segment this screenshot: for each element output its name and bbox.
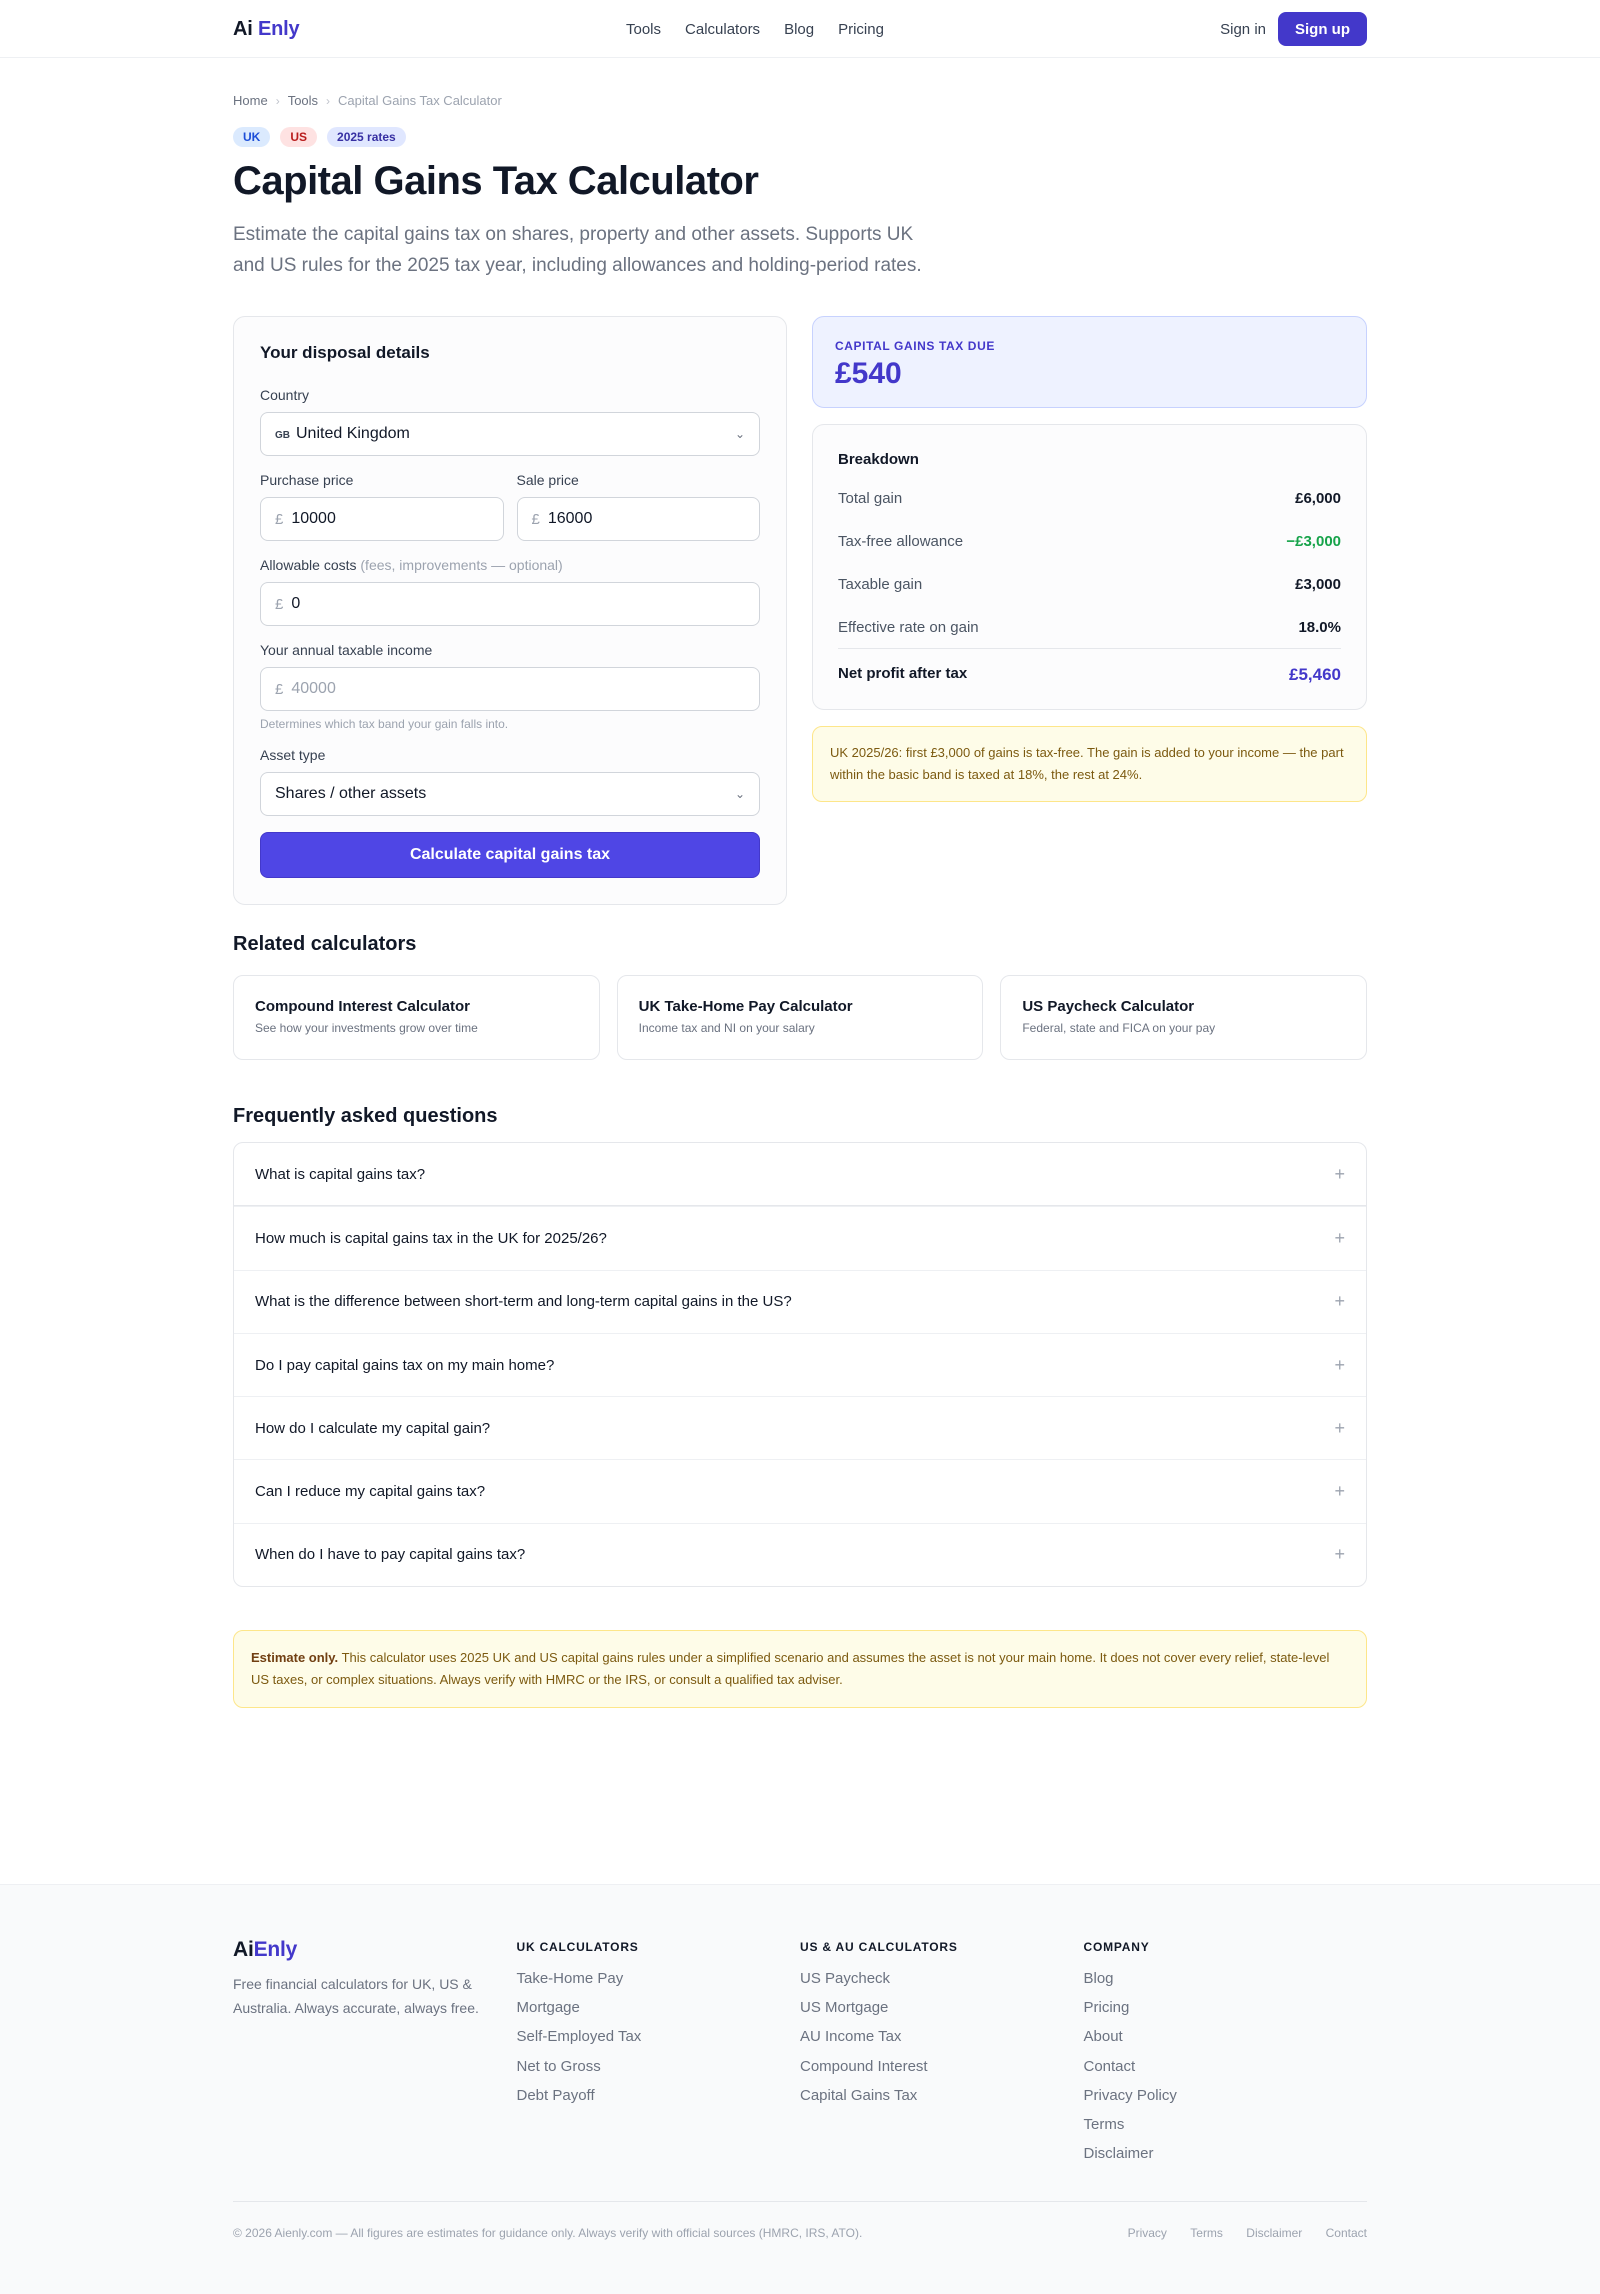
pound-icon: £ bbox=[275, 510, 284, 528]
faq-question: How do I calculate my capital gain? bbox=[255, 1419, 491, 1437]
calculate-button[interactable]: Calculate capital gains tax bbox=[260, 832, 760, 878]
related-card-title: US Paycheck Calculator bbox=[1022, 998, 1195, 1015]
breakdown-value: −£3,000 bbox=[1286, 533, 1341, 550]
faq-question: Do I pay capital gains tax on my main home? bbox=[255, 1356, 555, 1374]
footer-bottom-link[interactable]: Contact bbox=[1325, 2226, 1367, 2241]
related-card-us-paycheck[interactable] bbox=[1000, 975, 1367, 1060]
footer-bottom-link[interactable]: Disclaimer bbox=[1246, 2226, 1303, 2241]
faq-item[interactable] bbox=[234, 1396, 1366, 1459]
footer-col-us-au bbox=[800, 1938, 1084, 2168]
disclaimer-text: This calculator uses 2025 UK and US capital gains rules under a simplified scenario and assumes the asset is not your main home. It does not cover every relief, state-level US taxes, or complex situations. Always verify with HMRC or the IRS, or consult a qualified tax adviser. bbox=[251, 1650, 1330, 1688]
calculator-grid bbox=[233, 316, 1367, 905]
breakdown-key: Taxable gain bbox=[838, 576, 923, 593]
related-card-title: UK Take-Home Pay Calculator bbox=[638, 998, 853, 1015]
plus-icon: + bbox=[1334, 1291, 1345, 1312]
estimate-disclaimer bbox=[233, 1630, 1367, 1708]
annual-income-input[interactable] bbox=[260, 667, 760, 711]
tax-due-card bbox=[812, 316, 1367, 408]
purchase-group bbox=[260, 472, 504, 541]
costs-value: 0 bbox=[291, 595, 301, 612]
footer-bottom bbox=[233, 2201, 1367, 2240]
asset-type-select[interactable] bbox=[260, 772, 760, 816]
purchase-price-input[interactable] bbox=[260, 497, 504, 541]
top-navbar bbox=[0, 0, 1600, 58]
breakdown-card bbox=[812, 424, 1367, 710]
total-value: £5,460 bbox=[1289, 665, 1341, 684]
logo-enly: Enly bbox=[257, 17, 300, 40]
faq-item[interactable] bbox=[234, 1333, 1366, 1396]
nav-tools[interactable]: Tools bbox=[626, 20, 662, 38]
footer-bottom-links bbox=[1108, 2226, 1367, 2240]
footer-logo-enly: Enly bbox=[253, 1938, 298, 1961]
breakdown-key: Tax-free allowance bbox=[838, 533, 964, 550]
breakdown-heading: Breakdown bbox=[838, 451, 919, 468]
income-label: Your annual taxable income bbox=[260, 642, 433, 658]
footer-links bbox=[517, 1964, 801, 2110]
plus-icon: + bbox=[1334, 1227, 1345, 1248]
badge-uk: UK bbox=[233, 127, 270, 147]
chevron-down-icon: ⌄ bbox=[734, 427, 745, 441]
nav-blog[interactable]: Blog bbox=[784, 20, 815, 38]
footer-heading: US & AU CALCULATORS bbox=[800, 1940, 958, 1954]
footer-link[interactable]: About bbox=[1083, 2028, 1123, 2046]
logo-ai: Ai bbox=[233, 17, 253, 40]
footer-heading: UK CALCULATORS bbox=[516, 1940, 639, 1954]
gb-flag-icon: GB bbox=[275, 430, 290, 441]
breadcrumb-tools[interactable]: Tools bbox=[287, 93, 319, 108]
chevron-right-icon: › bbox=[275, 93, 280, 108]
country-label: Country bbox=[260, 387, 310, 403]
related-card-compound-interest[interactable] bbox=[233, 975, 600, 1060]
logo[interactable] bbox=[233, 18, 299, 41]
pound-icon: £ bbox=[531, 510, 540, 528]
chevron-down-icon: ⌄ bbox=[734, 787, 745, 801]
sale-label: Sale price bbox=[516, 472, 579, 488]
costs-optional: (fees, improvements — optional) bbox=[360, 557, 563, 573]
footer-link[interactable]: Terms bbox=[1083, 2115, 1125, 2133]
purchase-label: Purchase price bbox=[260, 472, 354, 488]
breadcrumb-current: Capital Gains Tax Calculator bbox=[338, 93, 502, 108]
faq-question: What is capital gains tax? bbox=[255, 1165, 426, 1183]
faq-section bbox=[233, 1105, 1367, 1587]
disposal-form bbox=[233, 316, 787, 905]
footer-link[interactable]: Mortgage bbox=[516, 1999, 580, 2017]
footer-link[interactable]: Privacy Policy bbox=[1083, 2086, 1177, 2104]
breakdown-row bbox=[838, 576, 1341, 619]
form-heading: Your disposal details bbox=[260, 343, 430, 362]
breakdown-key: Effective rate on gain bbox=[838, 619, 979, 636]
footer-brand bbox=[233, 1938, 517, 2168]
faq-question: How much is capital gains tax in the UK for 2025/26? bbox=[255, 1229, 607, 1247]
faq-list bbox=[233, 1142, 1367, 1587]
footer-columns bbox=[233, 1938, 1367, 2168]
chevron-right-icon: › bbox=[326, 93, 331, 108]
footer-link[interactable]: Net to Gross bbox=[516, 2057, 601, 2075]
breadcrumb bbox=[233, 93, 1367, 108]
footer-link[interactable]: Contact bbox=[1083, 2057, 1136, 2075]
footer-link[interactable]: Capital Gains Tax bbox=[800, 2086, 918, 2104]
related-grid bbox=[233, 975, 1367, 1060]
footer-description: Free financial calculators for UK, US & Australia. Always accurate, always free. bbox=[233, 1976, 479, 2016]
breakdown-total-row bbox=[838, 665, 1341, 685]
footer-link[interactable]: US Paycheck bbox=[800, 1970, 891, 1987]
price-row bbox=[260, 472, 760, 541]
faq-title: Frequently asked questions bbox=[233, 1105, 498, 1127]
footer-bottom-link[interactable]: Terms bbox=[1190, 2226, 1223, 2241]
badge-us: US bbox=[280, 127, 317, 147]
footer-logo[interactable] bbox=[233, 1938, 517, 1962]
footer-col-company bbox=[1084, 1938, 1368, 2168]
related-card-title: Compound Interest Calculator bbox=[255, 998, 471, 1015]
asset-value: Shares / other assets bbox=[275, 785, 427, 802]
footer-link[interactable]: Take-Home Pay bbox=[516, 1970, 624, 1987]
page-title: Capital Gains Tax Calculator bbox=[233, 159, 759, 203]
copyright: © 2026 Aienly.com — All figures are estimates for guidance only. Always verify with official sources (HMRC, IRS, ATO). bbox=[233, 2226, 863, 2241]
footer-heading: COMPANY bbox=[1083, 1940, 1150, 1954]
breakdown-row bbox=[838, 619, 1341, 662]
related-calculators bbox=[233, 933, 1367, 1060]
breakdown-value: £3,000 bbox=[1295, 576, 1341, 593]
results-column bbox=[812, 316, 1367, 802]
footer-bottom-link[interactable]: Privacy bbox=[1127, 2226, 1167, 2241]
breakdown-row bbox=[838, 490, 1341, 533]
income-hint: Determines which tax band your gain falls into. bbox=[260, 717, 509, 731]
footer-logo-ai: Ai bbox=[233, 1938, 254, 1961]
sale-value: 16000 bbox=[547, 510, 593, 527]
breadcrumb-home[interactable]: Home bbox=[233, 93, 268, 108]
footer-links bbox=[1084, 1964, 1368, 2168]
footer-col-uk bbox=[517, 1938, 801, 2168]
related-card-uk-take-home[interactable] bbox=[617, 975, 984, 1060]
main-nav bbox=[626, 0, 908, 58]
breakdown-key: Total gain bbox=[838, 490, 903, 507]
footer-link[interactable]: Compound Interest bbox=[800, 2057, 928, 2075]
tax-due-value: £540 bbox=[835, 357, 902, 390]
asset-label: Asset type bbox=[260, 747, 326, 763]
plus-icon: + bbox=[1334, 1481, 1345, 1502]
purchase-value: 10000 bbox=[291, 510, 336, 527]
rules-note: UK 2025/26: first £3,000 of gains is tax-free. The gain is added to your income — the part within the basic band is taxed at 18%, the rest at 24%. bbox=[812, 726, 1367, 802]
income-placeholder: 40000 bbox=[291, 680, 336, 697]
auth-actions bbox=[1220, 12, 1367, 46]
footer-link[interactable]: Disclaimer bbox=[1083, 2145, 1154, 2163]
sign-up-button[interactable]: Sign up bbox=[1278, 12, 1367, 46]
footer-links bbox=[800, 1964, 1084, 2110]
page-intro: Estimate the capital gains tax on shares, property and other assets. Supports UK and US rules for the 2025 tax year, including allowances and holding-period rates. bbox=[233, 224, 922, 276]
tax-due-label: CAPITAL GAINS TAX DUE bbox=[835, 339, 995, 353]
related-title: Related calculators bbox=[233, 933, 417, 955]
costs-label-text: Allowable costs bbox=[260, 557, 357, 573]
sign-in-link[interactable]: Sign in bbox=[1220, 20, 1266, 38]
faq-item[interactable] bbox=[234, 1270, 1366, 1333]
main-content bbox=[233, 93, 1367, 1708]
costs-label bbox=[260, 557, 760, 573]
breakdown-divider bbox=[838, 648, 1341, 649]
sale-price-input[interactable] bbox=[517, 497, 761, 541]
faq-question: What is the difference between short-term and long-term capital gains in the US? bbox=[255, 1293, 792, 1311]
breakdown-value: 18.0% bbox=[1298, 619, 1341, 636]
footer-link[interactable]: Self-Employed Tax bbox=[516, 2028, 642, 2046]
footer-link[interactable]: Pricing bbox=[1083, 1999, 1130, 2017]
disclaimer-bold: Estimate only. bbox=[251, 1650, 339, 1666]
footer-link[interactable]: Debt Payoff bbox=[516, 2086, 595, 2104]
footer-link[interactable]: Blog bbox=[1083, 1970, 1114, 1987]
related-card-subtitle: Federal, state and FICA on your pay bbox=[1022, 1021, 1216, 1035]
breakdown-value: £6,000 bbox=[1295, 490, 1341, 507]
country-selected bbox=[275, 425, 410, 443]
plus-icon: + bbox=[1334, 1417, 1345, 1438]
plus-icon: + bbox=[1334, 1354, 1345, 1375]
faq-item[interactable] bbox=[234, 1206, 1366, 1269]
faq-question: Can I reduce my capital gains tax? bbox=[255, 1483, 486, 1501]
country-select[interactable] bbox=[260, 412, 760, 456]
allowable-costs-input[interactable] bbox=[260, 582, 760, 626]
related-card-subtitle: Income tax and NI on your salary bbox=[638, 1021, 815, 1035]
faq-question: When do I have to pay capital gains tax? bbox=[255, 1546, 526, 1564]
site-footer bbox=[0, 1884, 1600, 2294]
country-value: United Kingdom bbox=[296, 425, 410, 442]
faq-item[interactable] bbox=[234, 1523, 1366, 1586]
pound-icon: £ bbox=[275, 595, 284, 613]
total-label: Net profit after tax bbox=[838, 665, 968, 682]
nav-pricing[interactable]: Pricing bbox=[838, 20, 884, 38]
faq-item[interactable] bbox=[234, 1459, 1366, 1522]
faq-item[interactable] bbox=[234, 1143, 1366, 1206]
pound-icon: £ bbox=[275, 680, 284, 698]
badge-rates: 2025 rates bbox=[327, 127, 406, 147]
breakdown-row bbox=[838, 533, 1341, 576]
badge-group bbox=[233, 127, 1367, 147]
footer-link[interactable]: AU Income Tax bbox=[800, 2028, 902, 2046]
plus-icon: + bbox=[1334, 1544, 1345, 1565]
footer-link[interactable]: US Mortgage bbox=[800, 1999, 889, 2017]
sale-group bbox=[517, 472, 761, 541]
related-card-subtitle: See how your investments grow over time bbox=[255, 1021, 478, 1035]
nav-calculators[interactable]: Calculators bbox=[685, 20, 761, 38]
plus-icon: + bbox=[1334, 1163, 1345, 1184]
